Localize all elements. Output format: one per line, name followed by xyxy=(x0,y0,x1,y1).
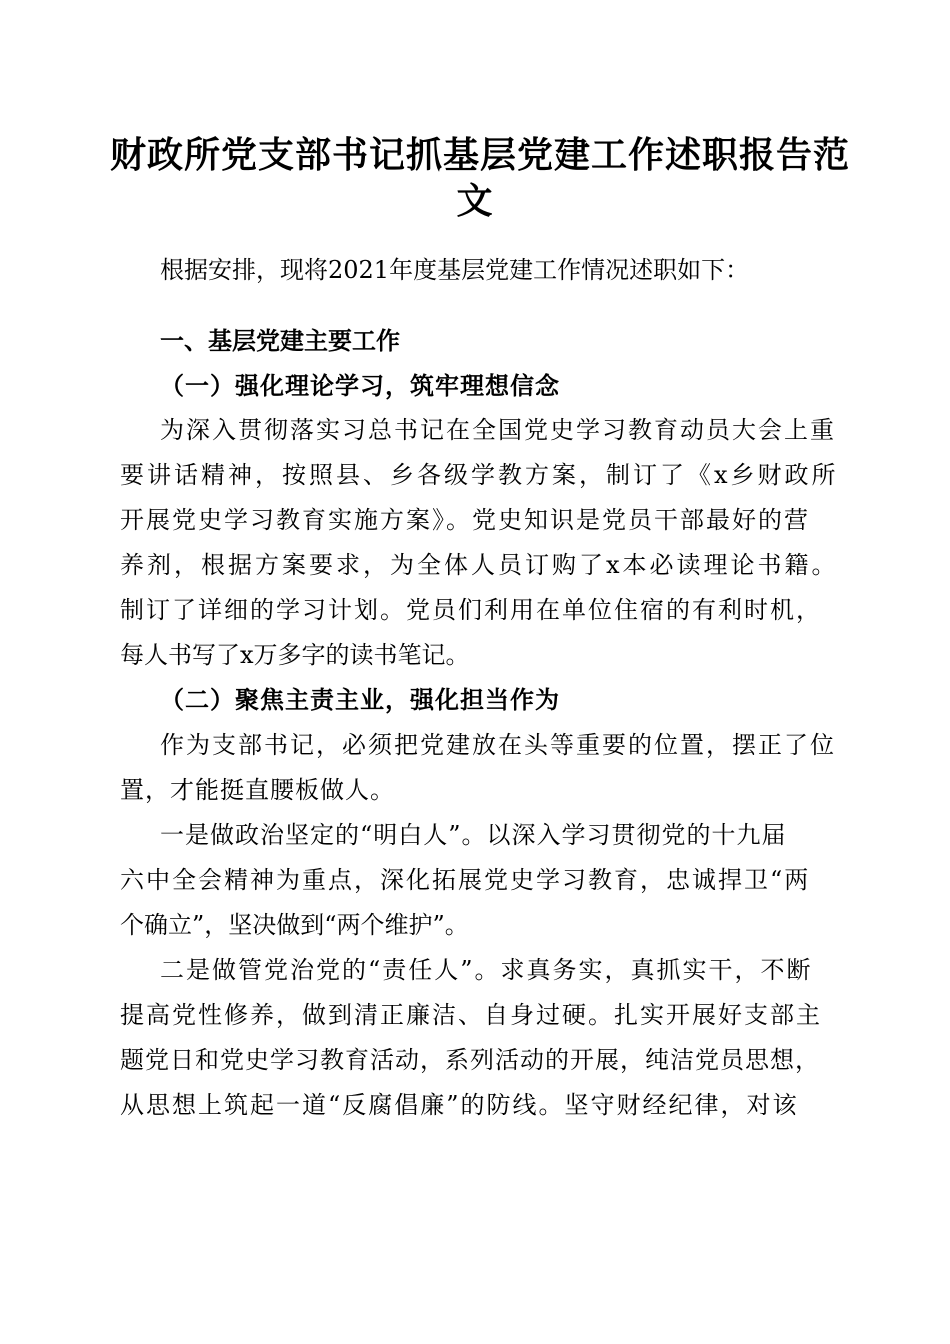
document-title xyxy=(110,132,851,224)
paragraph-line: 作为支部书记，必须把党建放在头等重要的位置，摆正了位 xyxy=(160,731,836,759)
subsection-heading-1: （一）强化理论学习，筑牢理想信念 xyxy=(160,371,560,400)
paragraph-line: 养剂，根据方案要求，为全体人员订购了x本必读理论书籍。 xyxy=(120,551,839,579)
paragraph-line: 题党日和党史学习教育活动，系列活动的开展，纯洁党员思想， xyxy=(120,1046,820,1074)
paragraph-line: 要讲话精神，按照县、乡各级学教方案，制订了《x乡财政所 xyxy=(120,461,839,489)
paragraph-line: 提高党性修养，做到清正廉洁、自身过硬。扎实开展好支部主 xyxy=(120,1001,822,1029)
paragraph-line: 从思想上筑起一道“反腐倡廉”的防线。坚守财经纪律，对该 xyxy=(120,1091,799,1119)
title-line-2: 文 xyxy=(456,180,494,222)
paragraph-line: 每人书写了x万多字的读书笔记。 xyxy=(120,641,470,669)
intro-line: 根据安排，现将2021年度基层党建工作情况述职如下： xyxy=(160,256,750,284)
paragraph-line: 开展党史学习教育实施方案》。党史知识是党员干部最好的营 xyxy=(120,506,810,534)
title-line-1: 财政所党支部书记抓基层党建工作述职报告范 xyxy=(110,134,851,176)
paragraph-line: 置，才能挺直腰板做人。 xyxy=(120,776,395,804)
paragraph-line: 二是做管党治党的“责任人”。求真务实，真抓实干，不断 xyxy=(160,956,813,984)
section-heading-1: 一、基层党建主要工作 xyxy=(160,326,400,355)
paragraph-line: 为深入贯彻落实习总书记在全国党史学习教育动员大会上重 xyxy=(160,416,836,444)
paragraph-line: 制订了详细的学习计划。党员们利用在单位住宿的有利时机， xyxy=(120,596,822,624)
paragraph-line: 一是做政治坚定的“明白人”。以深入学习贯彻党的十九届 xyxy=(160,821,787,849)
paragraph-line: 个确立”，坚决做到“两个维护”。 xyxy=(120,911,469,939)
paragraph-line: 六中全会精神为重点，深化拓展党史学习教育，忠诚捍卫“两 xyxy=(120,866,811,894)
subsection-heading-2: （二）聚焦主责主业，强化担当作为 xyxy=(160,685,560,714)
